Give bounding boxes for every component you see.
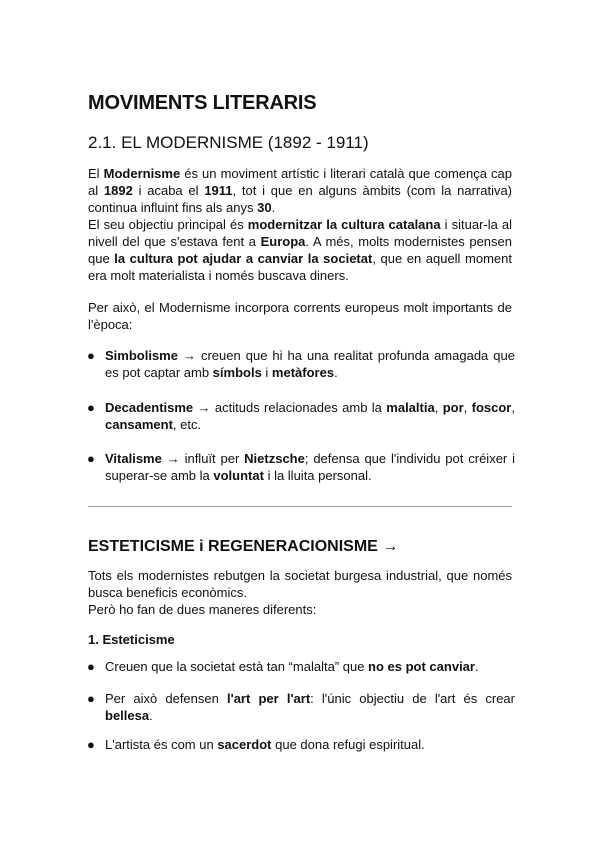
paragraph-intro: El Modernisme és un moviment artístic i literari català que comença cap al 1892 i acaba el 1911, tot i que en alguns àmbits (com la narrativa) continua influint fins als anys 30. (88, 166, 513, 215)
list-item-simbolisme: ● Simbolisme → creuen que hi ha una realitat profunda amagada que es pot captar amb símbols i metàfores. (87, 348, 515, 380)
subheading-esteticisme: 1. Esteticisme (88, 632, 175, 647)
list-item-art-per-art: ● Per això defensen l'art per l'art: l'únic objectiu de l'art és crear bellesa. (87, 691, 515, 723)
list-item-vitalisme: ● Vitalisme → influït per Nietzsche; defensa que l'individu pot créixer i superar-se amb la voluntat i la lluita personal. (87, 451, 515, 483)
paragraph-currents: Per això, el Modernisme incorpora corrents europeus molt importants de l'època: (88, 300, 512, 332)
bullet-dot-icon: ● (87, 737, 95, 752)
bullet-dot-icon: ● (87, 659, 95, 674)
section-heading-esteticisme: ESTETICISME i REGENERACIONISME → (88, 538, 399, 555)
bullet-dot-icon: ● (87, 348, 95, 363)
page-title: MOVIMENTS LITERARIS (88, 92, 317, 114)
section-heading-modernisme: 2.1. EL MODERNISME (1892 - 1911) (88, 133, 369, 152)
bullet-dot-icon: ● (87, 691, 95, 706)
horizontal-divider (88, 506, 512, 507)
paragraph-dues-maneres: Però ho fan de dues maneres diferents: (88, 602, 317, 617)
paragraph-rebutgen: Tots els modernistes rebutgen la societat burgesa industrial, que només busca beneficis econòmics. (88, 568, 512, 600)
bullet-dot-icon: ● (87, 451, 95, 466)
list-item-decadentisme: ● Decadentisme → actituds relacionades amb la malaltia, por, foscor, cansament, etc. (87, 400, 515, 432)
list-item-sacerdot: ● L'artista és com un sacerdot que dona refugi espiritual. (87, 737, 425, 752)
list-item-no-canviar: ● Creuen que la societat està tan “malalta” que no es pot canviar. (87, 659, 479, 674)
paragraph-objective: El seu objectiu principal és modernitzar la cultura catalana i situar-la al nivell del que s'estava fent a Europa. A més, molts modernistes pensen que la cultura pot ajudar a canviar la societat, que en aquell moment era molt materialista i només buscava diners. (88, 217, 513, 283)
bullet-dot-icon: ● (87, 400, 95, 415)
